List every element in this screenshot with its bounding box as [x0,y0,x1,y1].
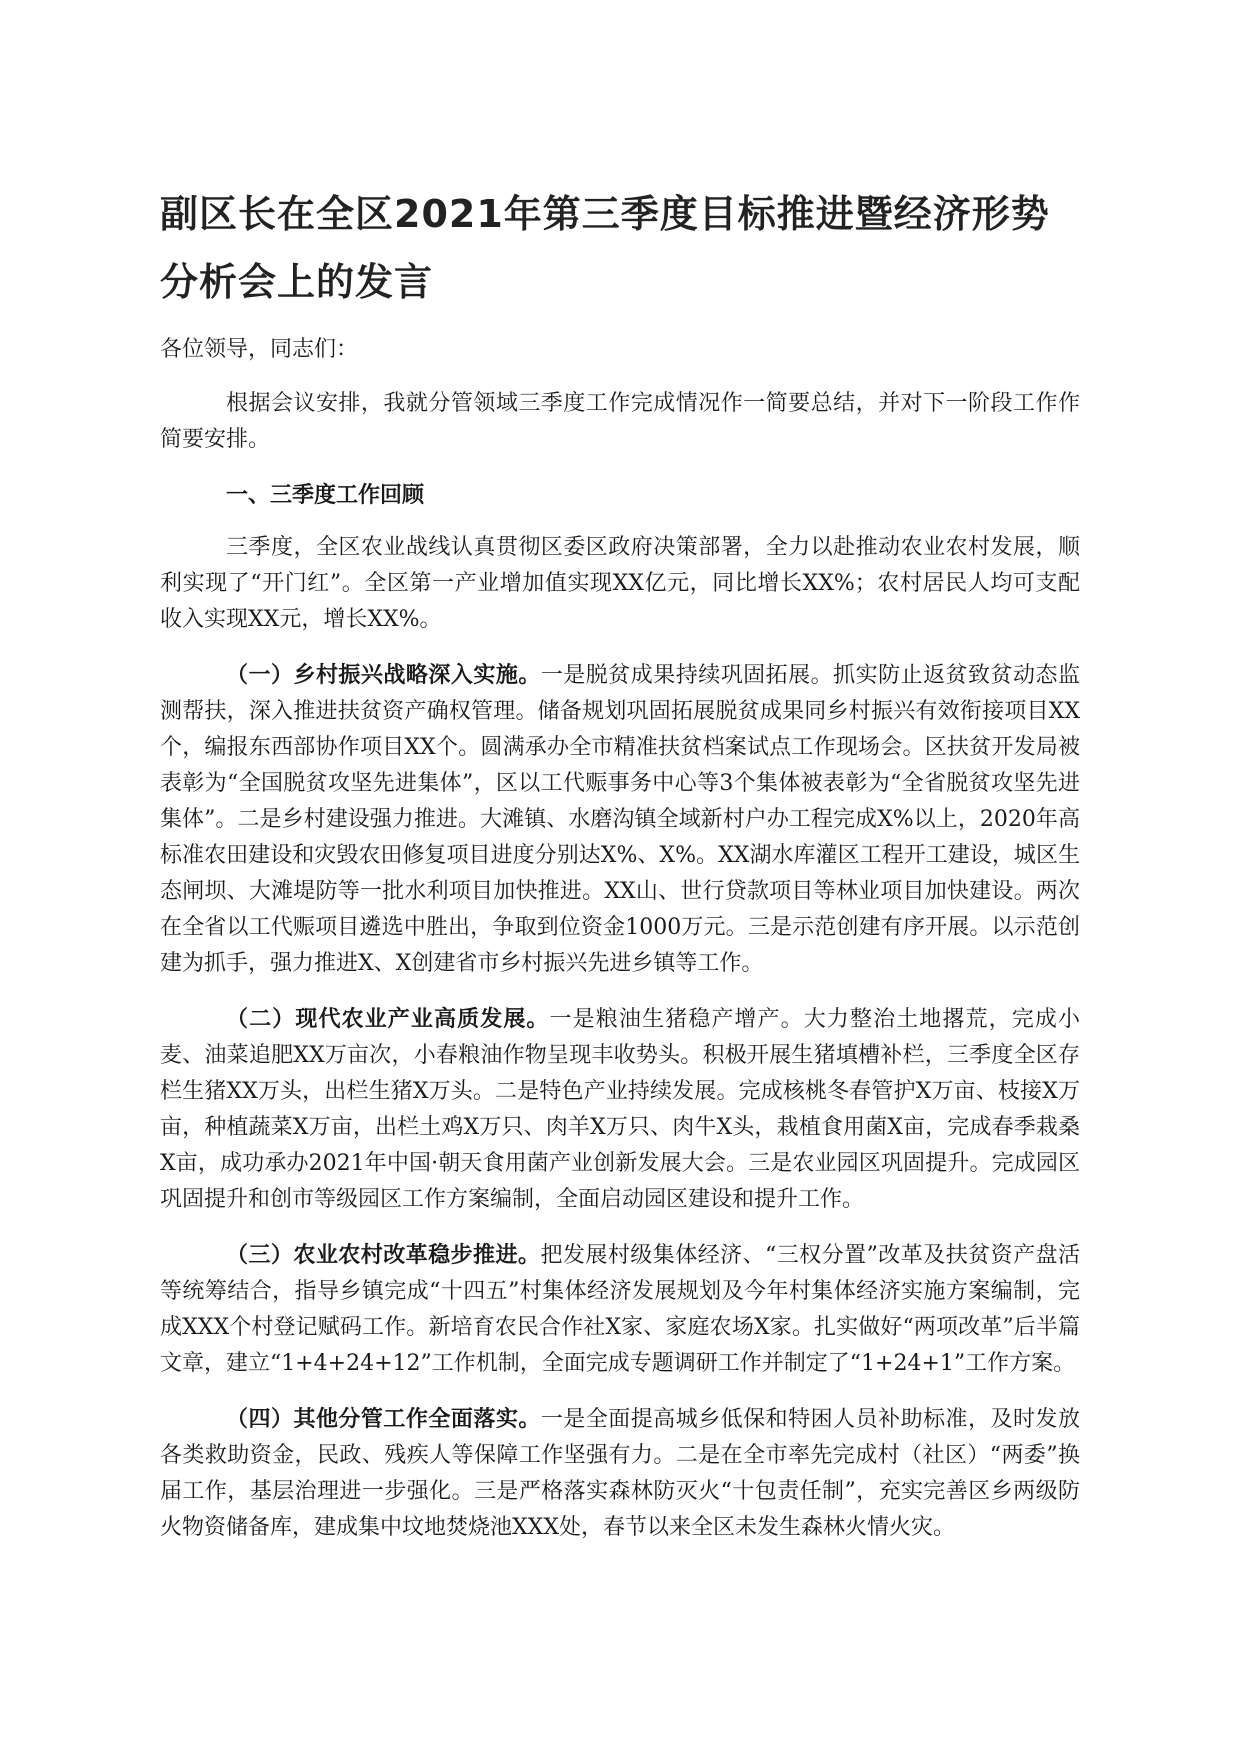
overview-paragraph: 三季度，全区农业战线认真贯彻区委区政府决策部署，全力以赴推动农业农村发展，顺利实现了“开门红”。全区第一产业增加值实现XX亿元，同比增长XX%；农村居民人均可支配收入实现XX元，增长XX%。 [160,535,1080,632]
item-text: 一是脱贫成果持续巩固拓展。抓实防止返贫致贫动态监测帮扶，深入推进扶贫资产确权管理。储备规划巩固拓展脱贫成果同乡村振兴有效衔接项目XX个，编报东西部协作项目XX个。圆满承办全市精准扶贫档案试点工作现场会。区扶贫开发局被表彰为“全国脱贫攻坚先进集体”，区以工代赈事务中心等3个集体被表彰为“全省脱贫攻坚先进集体”。二是乡村建设强力推进。大滩镇、水磨沟镇全域新村户办工程完成X%以上，2020年高标准农田建设和灾毁农田修复项目进度分别达X%、X%。XX湖水库灌区工程开工建设，城区生态闸坝、大滩堤防等一批水利项目加快推进。XX山、世行贷款项目等林业项目加快建设。两次在全省以工代赈项目遴选中胜出，争取到位资金1000万元。三是示范创建有序开展。以示范创建为抓手，强力推进X、X创建省市乡村振兴先进乡镇等工作。 [160,663,1080,976]
item-paragraph-4 [160,1402,1080,1546]
item-lead: （一）乡村振兴战略深入实施。 [226,663,541,688]
item-lead: （二）现代农业产业高质发展。 [226,1007,550,1032]
item-text: 一是粮油生猪稳产增产。大力整治土地撂荒，完成小麦、油菜追肥XX万亩次，小春粮油作物呈现丰收势头。积极开展生猪填槽补栏，三季度全区存栏生猪XX万头，出栏生猪X万头。二是特色产业持续发展。完成核桃冬春管护X万亩、枝接X万亩，种植蔬菜X万亩，出栏土鸡X万只、肉羊X万只、肉牛X头，栽植食用菌X亩，完成春季栽桑X亩，成功承办2021年中国·朝天食用菌产业创新发展大会。三是农业园区巩固提升。完成园区巩固提升和创市等级园区工作方案编制，全面启动园区建设和提升工作。 [160,1007,1080,1212]
item-lead: （三）农业农村改革稳步推进。 [226,1243,541,1268]
document-title: 副区长在全区2021年第三季度目标推进暨经济形势分析会上的发言 [160,192,1050,304]
item-lead: （四）其他分管工作全面落实。 [226,1407,541,1432]
item-paragraph-3 [160,1238,1080,1382]
item-text: 把发展村级集体经济、“三权分置”改革及扶贫资产盘活等统筹结合，指导乡镇完成“十四五”村集体经济发展规划及今年村集体经济实施方案编制，完成XXX个村登记赋码工作。新培育农民合作社X家、家庭农场X家。扎实做好“两项改革”后半篇文章，建立“1+4+24+12”工作机制，全面完成专题调研工作并制定了“1+24+1”工作方案。 [160,1243,1080,1376]
section-heading: 一、三季度工作回顾 [226,483,425,508]
item-paragraph-1 [160,658,1080,982]
document-body [160,180,1080,1566]
item-text: 一是全面提高城乡低保和特困人员补助标准，及时发放各类救助资金，民政、残疾人等保障工作坚强有力。二是在全市率先完成村（社区）“两委”换届工作，基层治理进一步强化。三是严格落实森林防灭火“十包责任制”，充实完善区乡两级防火物资储备库，建成集中坟地焚烧池XXX处，春节以来全区未发生森林火情火灾。 [160,1407,1080,1540]
greeting: 各位领导，同志们： [160,337,359,362]
intro-paragraph: 根据会议安排，我就分管领域三季度工作完成情况作一简要总结，并对下一阶段工作作简要安排。 [160,391,1080,452]
item-paragraph-2 [160,1002,1080,1218]
